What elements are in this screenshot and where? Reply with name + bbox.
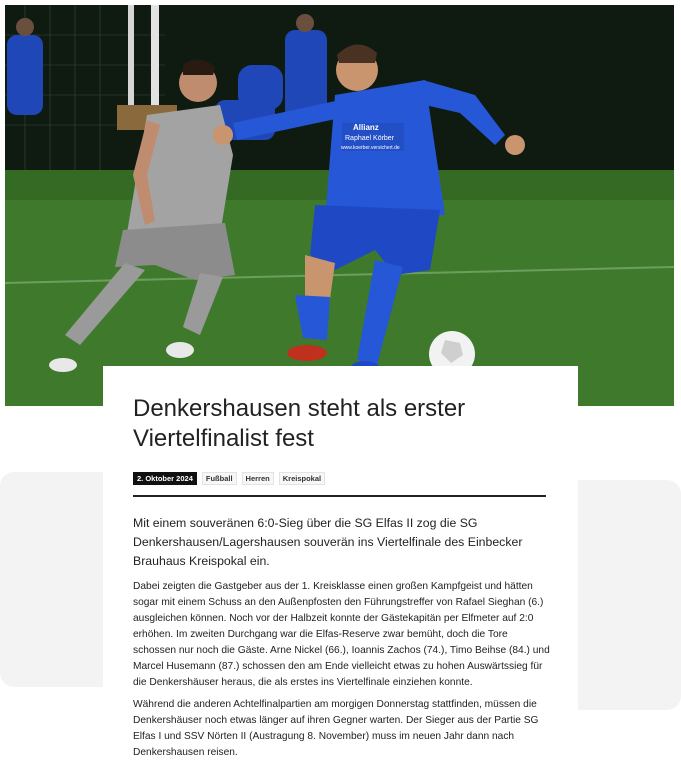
article-meta bbox=[133, 472, 325, 485]
article-lead: Mit einem souveränen 6:0-Sieg über die SG Elfas II zog die SG Denkershausen/Lagershausen souverän ins Viertelfinale des Einbecker Brauhaus Kreispokal ein. bbox=[133, 516, 523, 568]
tag-link[interactable]: Herren bbox=[242, 472, 274, 485]
article-paragraph: Während die anderen Achtelfinalpartien am morgigen Donnerstag stattfinden, müssen die Denkershäuser noch etwas länger auf ihren Gegner warten. Der Sieger aus der Partie SG Elfas I und SSV Nörten II (Austragung 8. November) muss im neuen Jahr dann nach Denkershausen reisen. bbox=[133, 699, 539, 758]
jersey-sponsor: Allianz bbox=[353, 123, 379, 132]
jersey-name: Raphael Körber bbox=[345, 135, 395, 142]
article-card bbox=[103, 366, 578, 763]
tag-link[interactable]: Fußball bbox=[202, 472, 237, 485]
tag-link[interactable]: Kreispokal bbox=[279, 472, 325, 485]
hero-photo bbox=[5, 5, 674, 406]
article-paragraph: Dabei zeigten die Gastgeber aus der 1. Kreisklasse einen großen Kampfgeist und hätten sogar mit einem Schuss an den Außenpfosten den Führungstreffer von Rafael Sieghan (6.) ausgleichen können. Noch vor der Halbzeit konnte der Gästekapitän per Elfmeter auf 2:0 erhöhen. Im zweiten Durchgang war die Elfas-Reserve zwar bemüht, doch die Tore schossen nur noch die Gäste. Arne Nickel (66.), Ioannis Zachos (74.), Timo Beihse (84.) und Marcel Husemann (87.) schossen den am Ende vielleicht etwas zu hohen Auswärtssieg für die Denkershäuser heraus, die als erstes ins Viertelfinale einziehen konnte. bbox=[133, 581, 550, 688]
date-badge: 2. Oktober 2024 bbox=[133, 472, 197, 485]
title-divider bbox=[133, 495, 546, 497]
article-title: Denkershausen steht als erster Viertelfinalist fest bbox=[133, 395, 466, 452]
jersey-url: www.koerber.versichert.de bbox=[341, 145, 400, 151]
